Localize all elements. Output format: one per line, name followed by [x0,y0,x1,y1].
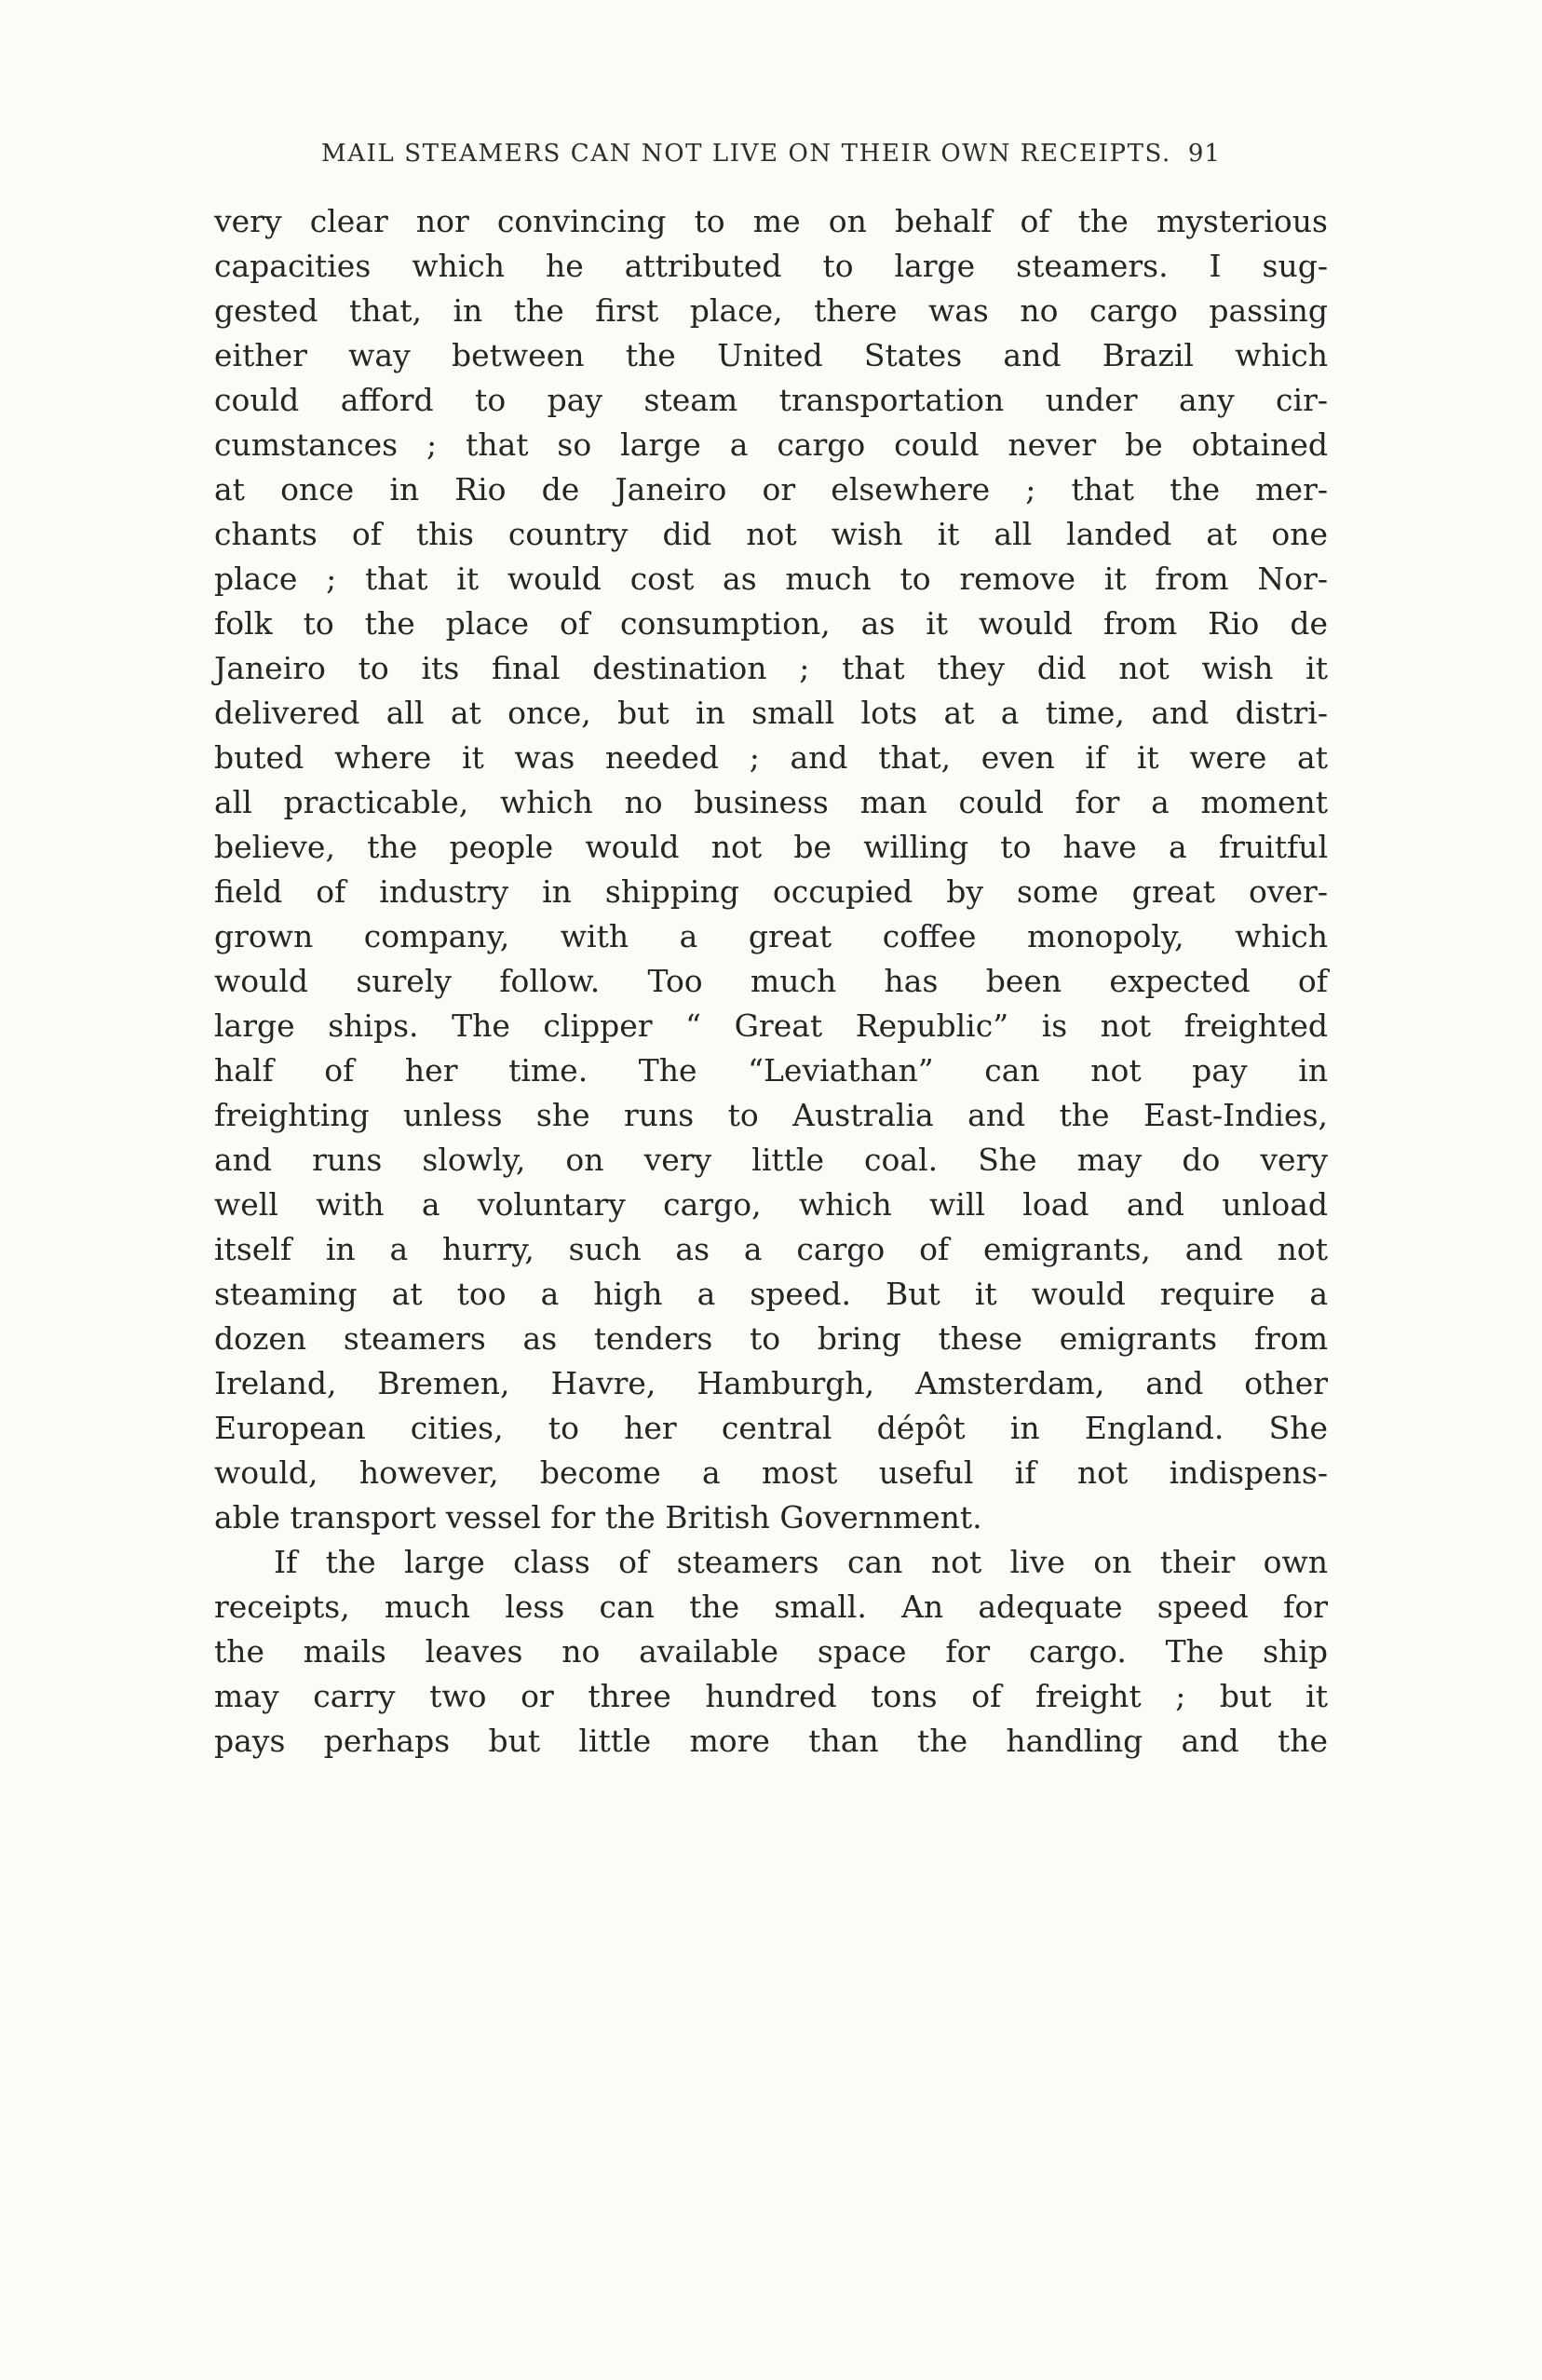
text-line: large ships. The clipper “ Great Republic” is not freighted [214,1007,1328,1044]
text-line: Janeiro to its final destination ; that they did not wish it [214,650,1328,686]
text-line: may carry two or three hundred tons of freight ; but it [214,1678,1328,1714]
text-line: place ; that it would cost as much to remove it from Nor- [214,561,1328,597]
text-line: Ireland, Bremen, Havre, Hamburgh, Amsterdam, and other [214,1365,1328,1401]
text-line: pays perhaps but little more than the handling and the [214,1723,1328,1759]
text-line: folk to the place of consumption, as it would from Rio de [214,605,1328,642]
text-line: believe, the people would not be willing to have a fruitful [214,829,1328,865]
paragraph [214,1540,1328,1764]
text-line: the mails leaves no available space for cargo. The ship [214,1633,1328,1670]
text-line: dozen steamers as tenders to bring these emigrants from [214,1320,1328,1357]
text-line: field of industry in shipping occupied by some great over- [214,873,1328,910]
text-line: all practicable, which no business man could for a moment [214,784,1328,820]
text-line: gested that, in the first place, there was no cargo passing [214,292,1328,329]
text-line: very clear nor convincing to me on behalf of the mysterious [214,203,1328,239]
page-body [214,199,1328,1764]
text-line: well with a voluntary cargo, which will load and unload [214,1186,1328,1223]
text-line: able transport vessel for the British Government. [214,1499,982,1535]
text-line: cumstances ; that so large a cargo could never be obtained [214,426,1328,463]
text-line: grown company, with a great coffee monopoly, which [214,918,1328,954]
text-line: receipts, much less can the small. An adequate speed for [214,1589,1328,1625]
text-line: chants of this country did not wish it all landed at one [214,516,1328,552]
text-line: freighting unless she runs to Australia and the East-Indies, [214,1097,1328,1133]
text-line: would surely follow. Too much has been expected of [214,963,1328,999]
text-line: and runs slowly, on very little coal. She may do very [214,1142,1328,1178]
text-line: delivered all at once, but in small lots at a time, and distri- [214,695,1328,731]
page-number: 91 [1187,140,1221,168]
text-line: European cities, to her central dépôt in England. She [214,1410,1328,1446]
text-line: buted where it was needed ; and that, even if it were at [214,739,1328,776]
text-line: If the large class of steamers can not live on their own [274,1544,1328,1580]
header-title: MAIL STEAMERS CAN NOT LIVE ON THEIR OWN RECEIPTS. [321,140,1171,168]
text-line: either way between the United States and Brazil which [214,337,1328,373]
paragraph [214,199,1328,1540]
running-header [214,140,1328,168]
text-line: itself in a hurry, such as a cargo of emigrants, and not [214,1231,1328,1267]
text-line: would, however, become a most useful if not indispens- [214,1454,1328,1491]
text-line: steaming at too a high a speed. But it would require a [214,1276,1328,1312]
text-line: half of her time. The “Leviathan” can not pay in [214,1052,1328,1089]
text-line: could afford to pay steam transportation under any cir- [214,382,1328,418]
text-line: at once in Rio de Janeiro or elsewhere ; that the mer- [214,471,1328,507]
text-line: capacities which he attributed to large steamers. I sug- [214,248,1328,284]
